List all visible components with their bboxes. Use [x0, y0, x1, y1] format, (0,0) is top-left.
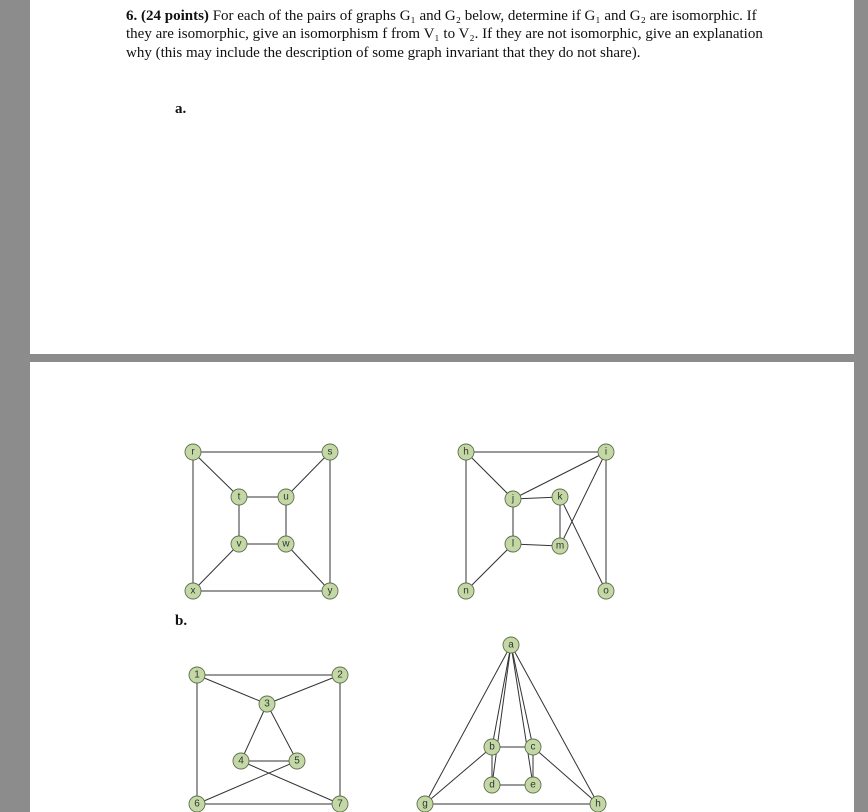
vertex-y [322, 583, 338, 599]
vertex-label: n [463, 585, 469, 597]
vertex-label: t [237, 491, 241, 503]
vertex-label: e [530, 779, 536, 791]
graph-a-left [185, 444, 338, 599]
vertex-r [185, 444, 201, 460]
vertex-j [505, 491, 521, 507]
vertex-s [322, 444, 338, 460]
vertex-label: i [604, 446, 608, 458]
graph-b-right [417, 637, 606, 812]
edge-3-5 [267, 704, 297, 761]
vertex-2 [332, 667, 348, 683]
vertex-6 [189, 796, 205, 812]
vertex-a [503, 637, 519, 653]
edge-a-d [492, 645, 511, 785]
vertex-label: w [282, 538, 290, 550]
vertex-x [185, 583, 201, 599]
vertex-m [552, 538, 568, 554]
vertex-label: 6 [194, 798, 200, 810]
document-page-1 [30, 0, 854, 354]
vertex-u [278, 489, 294, 505]
edge-3-4 [241, 704, 267, 761]
vertex-1 [189, 667, 205, 683]
vertex-4 [233, 753, 249, 769]
edge-4-7 [241, 761, 340, 804]
vertex-label: s [327, 446, 333, 458]
edge-1-3 [197, 675, 267, 704]
edge-a-b [492, 645, 511, 747]
vertex-label: 3 [264, 698, 270, 710]
vertex-d [484, 777, 500, 793]
vertex-t [231, 489, 247, 505]
vertex-c [525, 739, 541, 755]
vertex-i [598, 444, 614, 460]
vertex-e [525, 777, 541, 793]
problem-statement [126, 7, 766, 62]
vertex-label: h [463, 446, 469, 458]
vertex-label: v [236, 538, 242, 550]
vertex-label: c [530, 741, 536, 753]
vertex-label: b [489, 741, 495, 753]
vertex-g [417, 796, 433, 812]
vertex-label: r [191, 446, 195, 458]
graphs-figure [30, 362, 854, 812]
vertex-label: y [327, 585, 333, 597]
edge-h-j [466, 452, 513, 499]
vertex-o [598, 583, 614, 599]
vertex-label: 2 [337, 669, 343, 681]
vertex-k [552, 489, 568, 505]
part-b-label: b. [175, 613, 188, 629]
edge-b-g [425, 747, 492, 804]
edge-c-h [533, 747, 598, 804]
edge-a-c [511, 645, 533, 747]
edge-x-v [193, 544, 239, 591]
vertex-label: u [283, 491, 289, 503]
vertex-label: k [557, 491, 563, 503]
part-a-label: a. [175, 101, 187, 117]
document-page-2 [30, 362, 854, 812]
edge-r-t [193, 452, 239, 497]
vertex-v [231, 536, 247, 552]
vertex-l [505, 536, 521, 552]
vertex-n [458, 583, 474, 599]
vertex-h [590, 796, 606, 812]
vertex-w [278, 536, 294, 552]
vertex-label: 7 [337, 798, 343, 810]
vertex-h [458, 444, 474, 460]
vertex-7 [332, 796, 348, 812]
edge-2-3 [267, 675, 340, 704]
problem-points: (24 points) [141, 8, 209, 24]
problem-number: 6. [126, 8, 138, 24]
vertex-label: 4 [238, 755, 244, 767]
vertex-label: 1 [194, 669, 200, 681]
vertex-label: 5 [294, 755, 300, 767]
edge-a-h [511, 645, 598, 804]
vertex-label: d [489, 779, 495, 791]
edge-y-w [286, 544, 330, 591]
vertex-label: l [511, 538, 515, 550]
vertex-label: g [422, 798, 428, 810]
vertex-b [484, 739, 500, 755]
vertex-3 [259, 696, 275, 712]
edge-s-u [286, 452, 330, 497]
graph-a-right [458, 444, 614, 599]
vertex-5 [289, 753, 305, 769]
problem-text: For each of the pairs of graphs G₁ and G₂ below, determine if G₁ and G₂ are isomorphic. If they are isomorphic, give an isomorphism f from V₁ to V₂. If they are not isomorphic, give an explanation why (this may include the description of some graph invariant that they do not share). [126, 8, 763, 61]
vertex-label: a [508, 639, 514, 651]
vertex-label: j [511, 493, 515, 505]
vertex-label: x [190, 585, 196, 597]
edge-5-6 [197, 761, 297, 804]
edge-n-l [466, 544, 513, 591]
vertex-label: o [603, 585, 609, 597]
graph-b-left [189, 667, 348, 812]
vertex-label: m [555, 540, 565, 552]
vertex-label: h [595, 798, 601, 810]
